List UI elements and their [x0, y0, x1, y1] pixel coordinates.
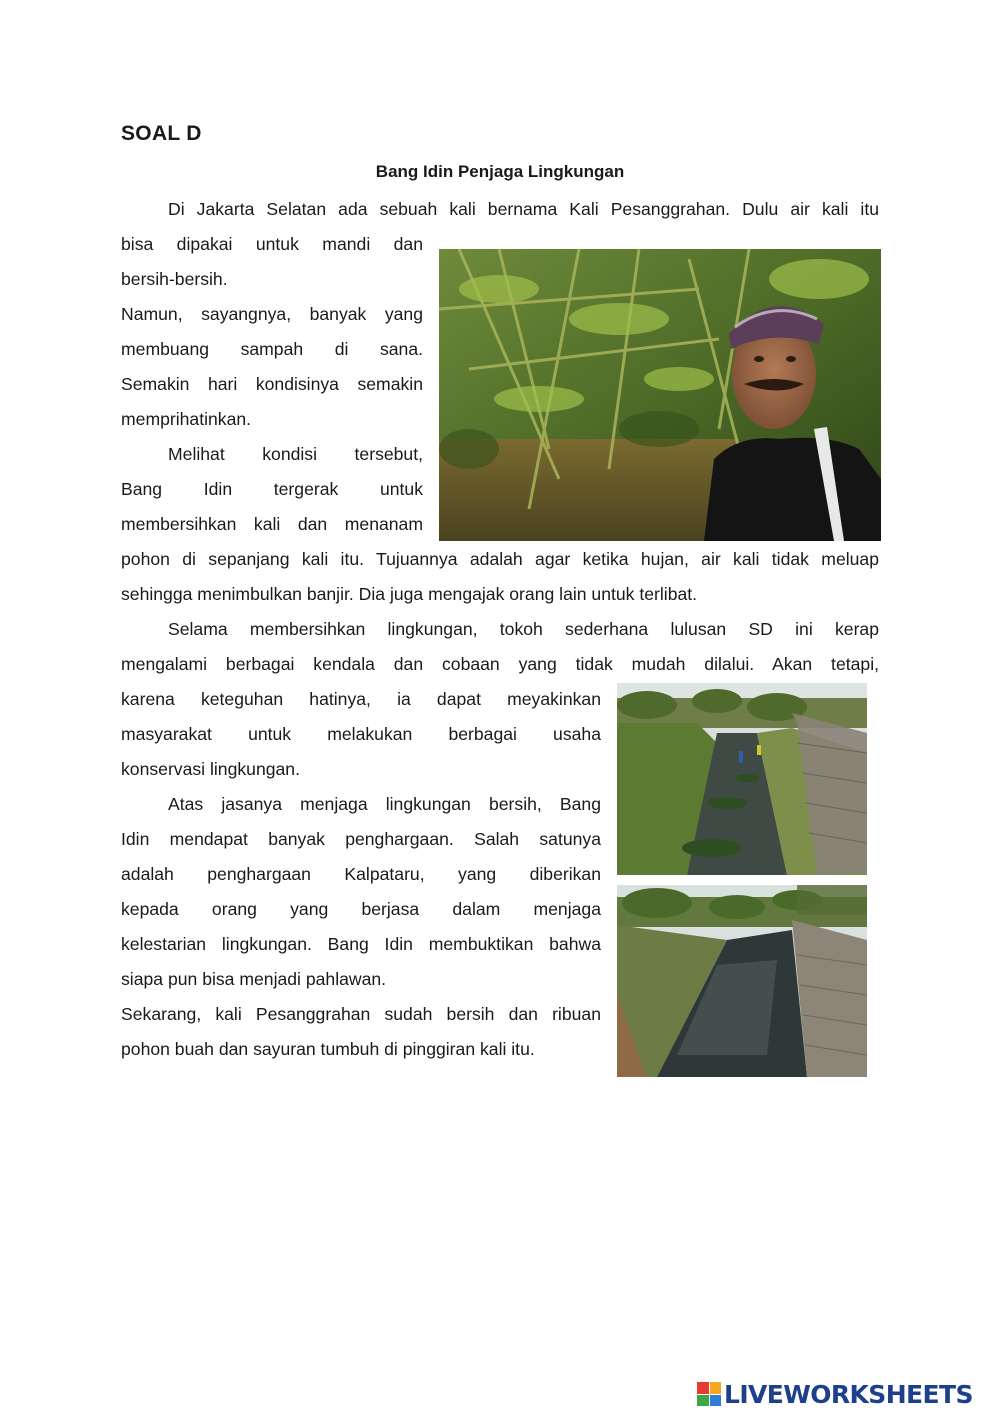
logo-badge-icon [697, 1382, 721, 1406]
photo-river-cleaning [617, 683, 867, 875]
text-line: pohon di sepanjang kali itu. Tujuannya adalah agar ketika hujan, air kali tidak meluap [121, 549, 879, 569]
text-line: masyarakat untuk melakukan berbagai usaha [121, 724, 601, 744]
text-line: Namun, sayangnya, banyak yang [121, 304, 423, 324]
photo-bang-idin [439, 249, 881, 541]
section-heading: SOAL D [121, 122, 202, 145]
text-line: membuang sampah di sana. [121, 339, 423, 359]
text-line: Di Jakarta Selatan ada sebuah kali bernama Kali Pesanggrahan. Dulu air kali itu [168, 199, 879, 219]
text-line: bersih-bersih. [121, 269, 228, 289]
liveworksheets-logo [697, 1381, 973, 1407]
logo-tile [710, 1382, 722, 1394]
text-line: Melihat kondisi tersebut, [168, 444, 423, 464]
photo-river-clean [617, 885, 867, 1077]
text-line: pohon buah dan sayuran tumbuh di pinggiran kali itu. [121, 1039, 535, 1059]
text-line: kelestarian lingkungan. Bang Idin membuktikan bahwa [121, 934, 601, 954]
text-line: Idin mendapat banyak penghargaan. Salah satunya [121, 829, 601, 849]
text-line: membersihkan kali dan menanam [121, 514, 423, 534]
text-line: mengalami berbagai kendala dan cobaan yang tidak mudah dilalui. Akan tetapi, [121, 654, 879, 674]
text-line: bisa dipakai untuk mandi dan [121, 234, 423, 254]
logo-tile [697, 1395, 709, 1407]
logo-text: LIVEWORKSHEETS [724, 1379, 973, 1409]
text-line: memprihatinkan. [121, 409, 252, 429]
logo-tile [710, 1395, 722, 1407]
text-line: Semakin hari kondisinya semakin [121, 374, 423, 394]
text-line: Selama membersihkan lingkungan, tokoh sederhana lulusan SD ini kerap [168, 619, 879, 639]
text-line: adalah penghargaan Kalpataru, yang diberikan [121, 864, 601, 884]
text-line: karena keteguhan hatinya, ia dapat meyakinkan [121, 689, 601, 709]
text-line: siapa pun bisa menjadi pahlawan. [121, 969, 387, 989]
text-line: Atas jasanya menjaga lingkungan bersih, Bang [168, 794, 601, 814]
text-line: konservasi lingkungan. [121, 759, 300, 779]
story-title: Bang Idin Penjaga Lingkungan [375, 162, 625, 181]
logo-tile [697, 1382, 709, 1394]
text-line: Bang Idin tergerak untuk [121, 479, 423, 499]
text-line: kepada orang yang berjasa dalam menjaga [121, 899, 601, 919]
text-line: sehingga menimbulkan banjir. Dia juga mengajak orang lain untuk terlibat. [121, 584, 698, 604]
text-line: Sekarang, kali Pesanggrahan sudah bersih dan ribuan [121, 1004, 601, 1024]
